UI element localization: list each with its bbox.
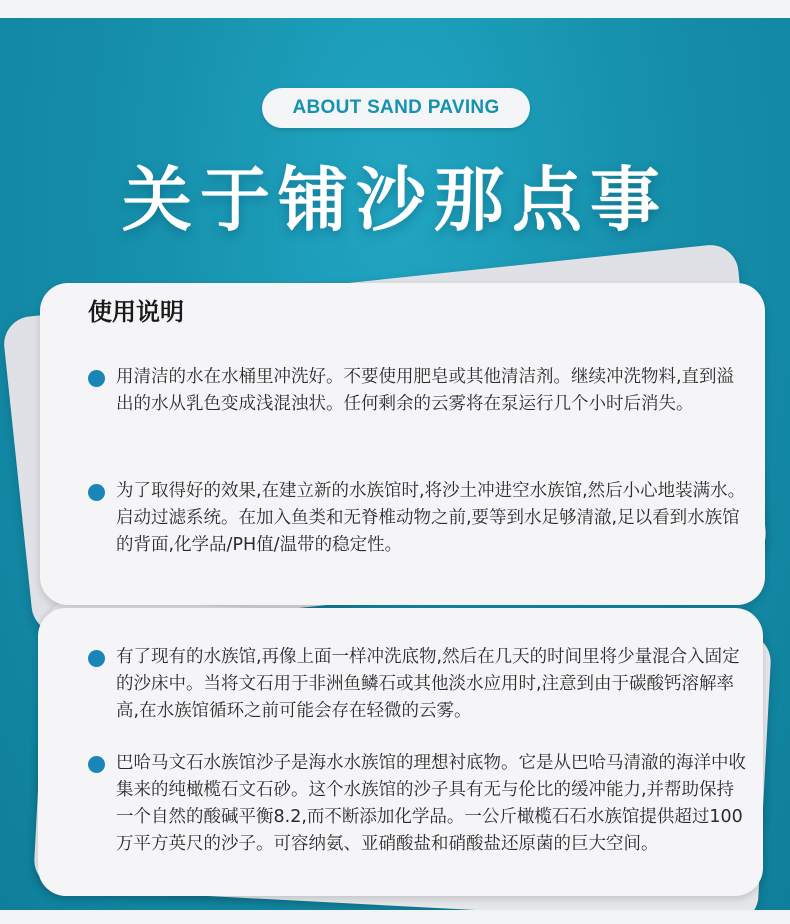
- about-badge: ABOUT SAND PAVING: [262, 88, 530, 128]
- list-item-text: 为了取得好的效果,在建立新的水族馆时,将沙土冲进空水族馆,然后小心地装满水。启动过滤系统。在加入鱼类和无脊椎动物之前,要等到水足够清澈,足以看到水族馆的背面,化学品/PH值/温带的稳定性。: [116, 481, 746, 555]
- page-title: 关于铺沙那点事: [122, 159, 668, 241]
- list-item: [90, 644, 750, 725]
- list-item: [90, 750, 750, 858]
- list-item-text: 巴哈马文石水族馆沙子是海水水族馆的理想衬底物。它是从巴哈马清澈的海洋中收集来的纯橄榄石文石砂。这个水族馆的沙子具有无与伦比的缓冲能力,并帮助保持一个自然的酸碱平衡8.2,而不断添加化学品。一公斤橄榄石石水族馆提供超过100万平方英尺的沙子。可容纳氨、亚硝酸盐和硝酸盐还原菌的巨大空间。: [116, 753, 746, 854]
- list-item: [90, 364, 750, 418]
- bullet-dot-icon: [88, 756, 105, 773]
- list-item: [90, 478, 750, 559]
- list-item-text: 有了现有的水族馆,再像上面一样冲洗底物,然后在几天的时间里将少量混合入固定的沙床中。当将文石用于非洲鱼鳞石或其他淡水应用时,注意到由于碳酸钙溶解率高,在水族馆循环之前可能会存在轻微的云雾。: [116, 647, 740, 721]
- section-heading: 使用说明: [88, 298, 184, 326]
- bullet-dot-icon: [88, 484, 105, 501]
- bullet-dot-icon: [88, 650, 105, 667]
- list-item-text: 用清洁的水在水桶里冲洗好。不要使用肥皂或其他清洁剂。继续冲洗物料,直到溢出的水从乳色变成浅混浊状。任何剩余的云雾将在泵运行几个小时后消失。: [116, 367, 735, 414]
- bullet-dot-icon: [88, 370, 105, 387]
